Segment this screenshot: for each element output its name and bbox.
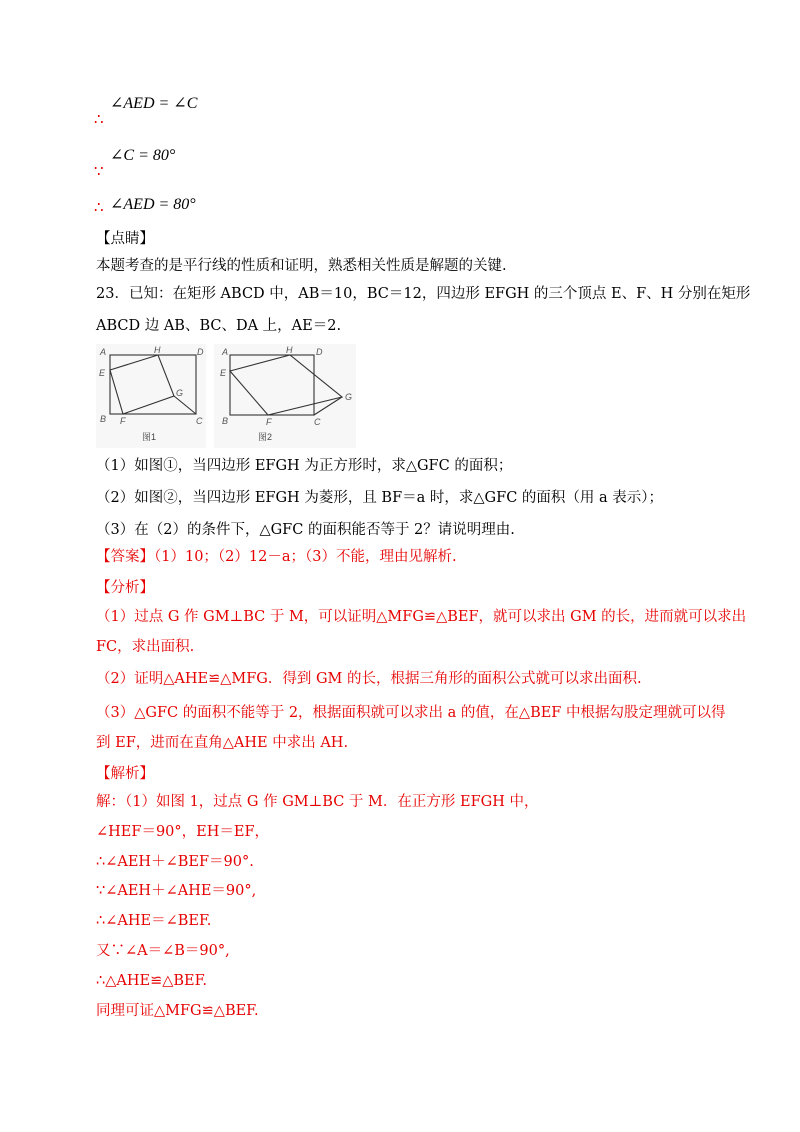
label-a: A	[100, 347, 107, 357]
analysis-p2: （2）证明△AHE≌△MFG．得到 GM 的长，根据三角形的面积公式就可以求出面积.	[96, 671, 642, 687]
solution-line: 解：（1）如图 1，过点 G 作 GM⊥BC 于 M．在正方形 EFGH 中，	[96, 794, 539, 810]
solution-line: ∠HEF＝90°，EH＝EF，	[96, 824, 270, 840]
question-1: （1）如图①，当四边形 EFGH 为正方形时，求△GFC 的面积；	[96, 458, 513, 474]
figure-1	[96, 344, 206, 452]
solution-line: 同理可证△MFG≌△BEF.	[96, 1003, 259, 1019]
proof-expr-1: ∠AED = ∠C	[110, 95, 198, 112]
problem-line-2: ABCD 边 AB、BC、DA 上，AE＝2.	[96, 318, 342, 334]
label-h: H	[286, 345, 293, 355]
dianjing-text: 本题考查的是平行线的性质和证明，熟悉相关性质是解题的关键.	[96, 258, 507, 274]
question-2: （2）如图②，当四边形 EFGH 为菱形，且 BF＝a 时，求△GFC 的面积（用 a 表示）；	[96, 490, 664, 506]
label-c: C	[196, 416, 203, 426]
label-c: C	[314, 417, 321, 427]
answer-line: 【答案】（1）10；（2）12－a；（3）不能，理由见解析.	[96, 549, 457, 565]
label-f: F	[266, 417, 272, 427]
label-a: A	[222, 347, 229, 357]
figure-2-diagram	[214, 344, 356, 448]
label-e: E	[220, 368, 227, 378]
solution-line: ∴△AHE≌△BEF.	[96, 973, 208, 989]
figure-2-caption: 图2	[258, 432, 273, 442]
label-d: D	[316, 347, 323, 357]
analysis-p3-line1: （3）△GFC 的面积不能等于 2，根据面积就可以求出 a 的值，在△BEF 中根据勾股定理就可以得	[96, 705, 726, 721]
figure-1-diagram	[96, 344, 206, 448]
label-b: B	[100, 414, 107, 424]
figure-2	[214, 344, 356, 452]
problem-line-1: 23．已知：在矩形 ABCD 中，AB＝10，BC＝12，四边形 EFGH 的三个顶点 E、F、H 分别在矩形	[96, 286, 751, 302]
figure-1-caption: 图1	[142, 432, 157, 442]
proof-expr-3: ∠AED = 80°	[110, 196, 196, 213]
label-d: D	[197, 347, 204, 357]
analysis-p1-line2: FC，求出面积.	[96, 639, 195, 655]
analysis-p3-line2: 到 EF，进而在直角△AHE 中求出 AH.	[96, 735, 349, 751]
solution-line: 又∵∠A＝∠B＝90°,	[96, 943, 230, 959]
label-g: G	[345, 392, 353, 402]
therefore-symbol: ∴	[94, 110, 104, 128]
solution-heading: 【解析】	[96, 766, 154, 782]
label-b: B	[222, 416, 229, 426]
label-e: E	[99, 368, 106, 378]
solution-line: ∴∠AHE＝∠BEF.	[96, 913, 212, 929]
solution-line: ∵∠AEH＋∠AHE＝90°,	[96, 883, 257, 899]
dianjing-heading: 【点睛】	[96, 231, 154, 247]
analysis-heading: 【分析】	[96, 580, 154, 596]
label-g: G	[176, 388, 184, 398]
analysis-p1-line1: （1）过点 G 作 GM⊥BC 于 M，可以证明△MFG≌△BEF，就可以求出 GM 的长，进而就可以求出	[96, 609, 747, 625]
solution-line: ∴∠AEH＋∠BEF＝90°.	[96, 854, 254, 870]
label-h: H	[154, 345, 161, 355]
because-symbol: ∵	[94, 162, 104, 180]
label-f: F	[120, 416, 126, 426]
proof-expr-2: ∠C = 80°	[110, 147, 176, 164]
question-3: （3）在（2）的条件下，△GFC 的面积能否等于 2？请说明理由.	[96, 522, 515, 538]
therefore-symbol: ∴	[94, 198, 104, 216]
